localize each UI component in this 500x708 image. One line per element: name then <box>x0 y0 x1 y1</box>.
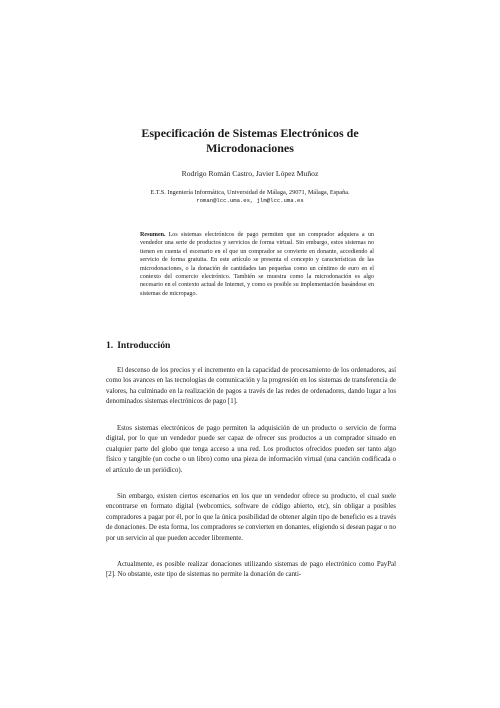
author-emails: roman@lcc.uma.es, jlm@lcc.uma.es <box>196 197 304 204</box>
abstract-label: Resumen. <box>140 232 166 238</box>
paper-authors: Rodrigo Román Castro, Javier López Muñoz <box>181 169 319 178</box>
abstract-text: Los sistemas electrónicos de pago permiten que un comprador adquiera a un vendedor una serie de productos y servicios de forma virtual. Sin embargo, estos sistemas no tienen en cuenta el escenario en el que un comprador se convierte en donante, accediendo al servicio de forma gratuita. En este artículo se presenta el concepto y características de las microdonaciones, o la donación de cantidades tan pequeñas como un céntimo de euro en el contexto del comercio electrónico. También se muestra como la microdonación es algo necesario en el contexto actual de Internet, y como es posible su implementación basándose en sistemas de micropago. <box>140 232 374 297</box>
body-paragraph: El descenso de los precios y el incremento en la capacidad de procesamiento de los ordenadores, así como los avances en las tecnologías de comunicación y la progresión en los sistemas de transferencia de valores, ha culminado en la realización de pagos a través de las redes de ordenadores, dando lugar a los denominados sistemas electrónicos de pago [1]. <box>106 367 396 406</box>
section-number: 1. <box>106 340 114 351</box>
paper-title: Especificación de Sistemas Electrónicos de Microdonaciones <box>141 126 359 155</box>
abstract <box>140 231 374 298</box>
section-title: Introducción <box>117 340 171 351</box>
body-paragraph: Actualmente, es posible realizar donaciones utilizando sistemas de pago electrónico como PayPal [2]. No obstante, este tipo de sistemas no permite la donación de canti- <box>106 561 396 579</box>
body-paragraph: Estos sistemas electrónicos de pago permiten la adquisición de un producto o servicio de forma digital, por lo que un vendedor puede ser capaz de ofrecer sus productos a un comprador situado en cualquier parte del globo que tenga acceso a una red. Los productos ofrecidos pueden ser tanto algo físico y tangible (un coche o un libro) como una pieza de información virtual (una canción codificada o el artículo de un periódico). <box>106 425 396 474</box>
body-paragraph: Sin embargo, existen ciertos escenarios en los que un vendedor ofrece su producto, el cual suele encontrarse en formato digital (webcomics, software de código abierto, etc), sin obligar a posibles compradores a pagar por él, por lo que la única posibilidad de obtener algún tipo de beneficio es a través de donaciones. De esta forma, los compradores se convierten en donantes, eligiendo si desean pagar o no por un servicio al que pueden acceder libremente. <box>106 493 396 542</box>
affiliation-block <box>100 189 400 205</box>
section-heading <box>106 340 170 351</box>
affiliation: E.T.S. Ingeniería Informática, Universidad de Málaga, 29071, Málaga, España. <box>150 189 350 196</box>
